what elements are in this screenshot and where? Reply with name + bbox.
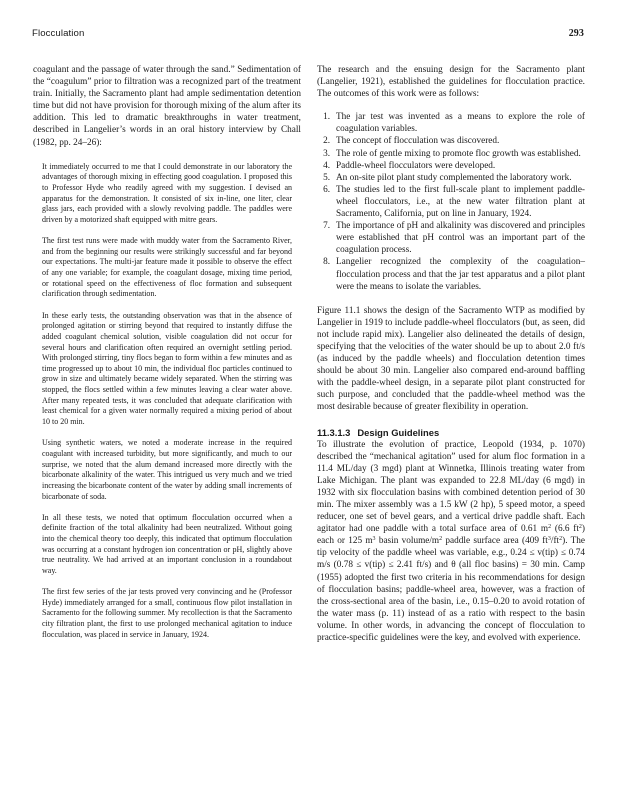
list-item-text: The importance of pH and alkalinity was discovered and principles were established that pH control was an important part of the coagulation process. (336, 221, 585, 256)
design-text-part: ). The tip velocity of the paddle wheel was variable, e.g., 0.24 ≤ v(tip) ≤ 0.74 m/s (0.78 ≤ v(tip) ≤ 2.41 ft/s) and θ (all floc basins) = 30 min. Camp (1955) adopted the first two criteria in his recommendations for design of flocculation basins; paddle-wheel area, however, was a fraction of the cross-sectional area of the basin, i.e., 0.15–0.20 to avoid rotation of the water mass (p. 11) instead of as a ratio with respect to the basin volume. In other words, in advancing the concept of flocculation to practice-specific guidelines were the key, and evolved with experience. (317, 536, 585, 644)
list-item-text: Paddle-wheel flocculators were developed. (336, 160, 496, 171)
design-text-part: paddle surface area (409 ft (442, 536, 548, 547)
section-heading (317, 427, 585, 439)
list-item-text: The studies led to the first full-scale plant to implement paddle-wheel flocculators, i.e., at the new water filtration plant at Sacramento, California, put on line in January, 1924. (336, 184, 585, 220)
list-item-number: 6. (323, 184, 330, 195)
quote-paragraph-5: In all these tests, we noted that optimum flocculation occurred when a definite fraction of the total alkalinity had been neutralized. Without going into the chemical theory too deeply, this indicated that optimum flocculation was occurring at a constant hydrogen ion concentration or pH, slightly above true neutrality. We had arrived at an important conclusion in a roundabout way. (42, 512, 292, 575)
list-item-number: 7. (323, 221, 330, 232)
list-item (317, 256, 585, 292)
right-column (317, 64, 585, 644)
right-intro-paragraph: The research and the ensuing design for the Sacramento plant (Langelier, 1921), established the guidelines for flocculation practice. The outcomes of this work were as follows: (317, 65, 585, 100)
list-item-number: 1. (323, 112, 330, 123)
list-item (317, 172, 585, 184)
list-item-number: 5. (323, 172, 330, 183)
list-item-text: Langelier recognized the complexity of the coagulation–flocculation process and that the jar test apparatus and a pilot plant were the means to isolate the variables. (336, 257, 585, 292)
list-item (317, 135, 585, 147)
superscript: 2 (578, 524, 582, 531)
quote-paragraph-3: In these early tests, the outstanding observation was that in the absence of prolonged agitation or stirring beyond that required to instantly diffuse the added coagulant chemical solution, visible coagulation did not occur for several hours and clarification often required an overnight settling period. With prolonged stirring, tiny flocs began to form within a few minutes and as time progressed up to about 10 min, the individual floc particles continued to grow in size and ultimately became widely separated. When the stirring was stopped, the flocs settled within a few minutes leaving a clear water above. After many repeated tests, it was concluded that adequate clarification with least chemical for a given water normally required a mixing period of about 10 to 20 min. (42, 310, 292, 427)
list-item-number: 2. (323, 136, 330, 147)
section-title: Design Guidelines (357, 426, 440, 438)
left-intro-paragraph: coagulant and the passage of water through the sand.” Sedimentation of the “coagulum” prior to filtration was a recognized part of the treatment train. Initially, the Sacramento plant had ample sedimentation detention time but did not have provision for thorough mixing of the alum after its addition. This led to dramatic breakthroughs in water treatment, described in Langelier’s words in an oral history interview by Chall (1982, pp. 24–26): (33, 65, 301, 148)
superscript: 3 (547, 536, 551, 543)
list-item-text: The jar test was invented as a means to explore the role of coagulation variables. (336, 112, 585, 135)
design-text-part: To illustrate the evolution of practice, Leopold (1934, p. 1070) described the “mechanical agitation” used for alum floc formation in a 11.4 ML/day (3 mgd) plant at Winnetka, Illinois treating water from Lake Michigan. The plant was expanded to 22.8 ML/day (6 mgd) in 1932 with six flocculation basins with combined detention period of 30 min. The mixer assembly was a 1.5 kW (2 hp), 5 speed motor, a speed reducer, one set of bevel gears, and a vertical drive paddle shaft. Each agitator had one paddle with a total surface area of 0.61 m (317, 439, 585, 535)
list-item (317, 220, 585, 256)
list-item-text: An on-site pilot plant study complemented the laboratory work. (336, 172, 572, 183)
running-header (32, 28, 584, 39)
quote-paragraph-6: The first few series of the jar tests proved very convincing and he (Professor Hyde) immediately arranged for a small, continuous flow pilot installation in Sacramento for the following summer. My recollection is that the Sacramento city filtration plant, the first to use prolonged mechanical agitation to induce flocculation, was placed in service in January, 1924. (42, 587, 292, 639)
section-number: 11.3.1.3 (317, 426, 351, 438)
list-item-text: The concept of flocculation was discovered. (336, 136, 500, 147)
list-item-number: 8. (323, 257, 330, 268)
list-item (317, 111, 585, 135)
list-item-text: The role of gentle mixing to promote floc growth was established. (336, 148, 581, 159)
outcomes-list (317, 111, 585, 292)
superscript: 2 (559, 536, 563, 543)
design-text-part: ) each or 125 m (317, 524, 586, 547)
list-item-number: 4. (323, 160, 330, 171)
list-item-number: 3. (323, 148, 330, 159)
design-text-part: (6.6 ft (551, 524, 579, 535)
design-text-part: /ft (550, 536, 560, 547)
design-text-part: basin volume/m (375, 536, 440, 547)
langelier-block-quote (33, 162, 301, 641)
figure-reference-paragraph: Figure 11.1 shows the design of the Sacramento WTP as modified by Langelier in 1919 to include paddle-wheel flocculators (but, as seen, did not include rapid mix). Langelier also delineated the details of design, specifying that the velocities of the water should be up to about 2.0 ft/s (as induced by the paddle wheels) and flocculation detention times should be about 30 min. Langelier also compared end-around baffling with the paddle-wheel design, in a separate pilot plant constructed for such purpose, and concluded that the paddle-wheel method was the most desirable because of greater flexibility in operation. (317, 305, 585, 413)
list-item (317, 148, 585, 160)
quote-paragraph-1: It immediately occurred to me that I could demonstrate in our laboratory the advantages of thorough mixing in effecting good coagulation. I proposed this to Professor Hyde who readily agreed with my suggestion. I devised an apparatus for the demonstration. It consisted of six in-line, one liter, clear glass jars, each provided with a slowly revolving paddle. The paddles were driven by a motorized shaft equipped with mitre gears. (42, 161, 292, 224)
design-guidelines-paragraph (317, 439, 585, 645)
quote-paragraph-4: Using synthetic waters, we noted a moderate increase in the required coagulant with increased turbidity, but more significantly, and much to our surprise, we noted that the alum demand increased more directly with the bicarbonate alkalinity of the water. This intrigued us very much and we tried increasing the bicarbonate content of the water by adding small increments of bicarbonate of soda. (42, 438, 292, 501)
list-item (317, 160, 585, 172)
left-column (33, 64, 301, 640)
superscript: 2 (548, 524, 552, 531)
list-item (317, 184, 585, 220)
superscript: 3 (372, 536, 376, 543)
quote-paragraph-2: The first test runs were made with muddy water from the Sacramento River, and from the beginning our results were strikingly successful and far beyond our expectations. The multi-jar feature made it possible to observe the effect of any one variable; for example, the coagulant dosage, mixing time period, or rotational speed on the effectiveness of floc formation and subsequent clarification through sedimentation. (42, 236, 292, 299)
running-title: Flocculation (32, 28, 85, 39)
superscript: 2 (439, 536, 443, 543)
page-number: 293 (568, 28, 584, 39)
